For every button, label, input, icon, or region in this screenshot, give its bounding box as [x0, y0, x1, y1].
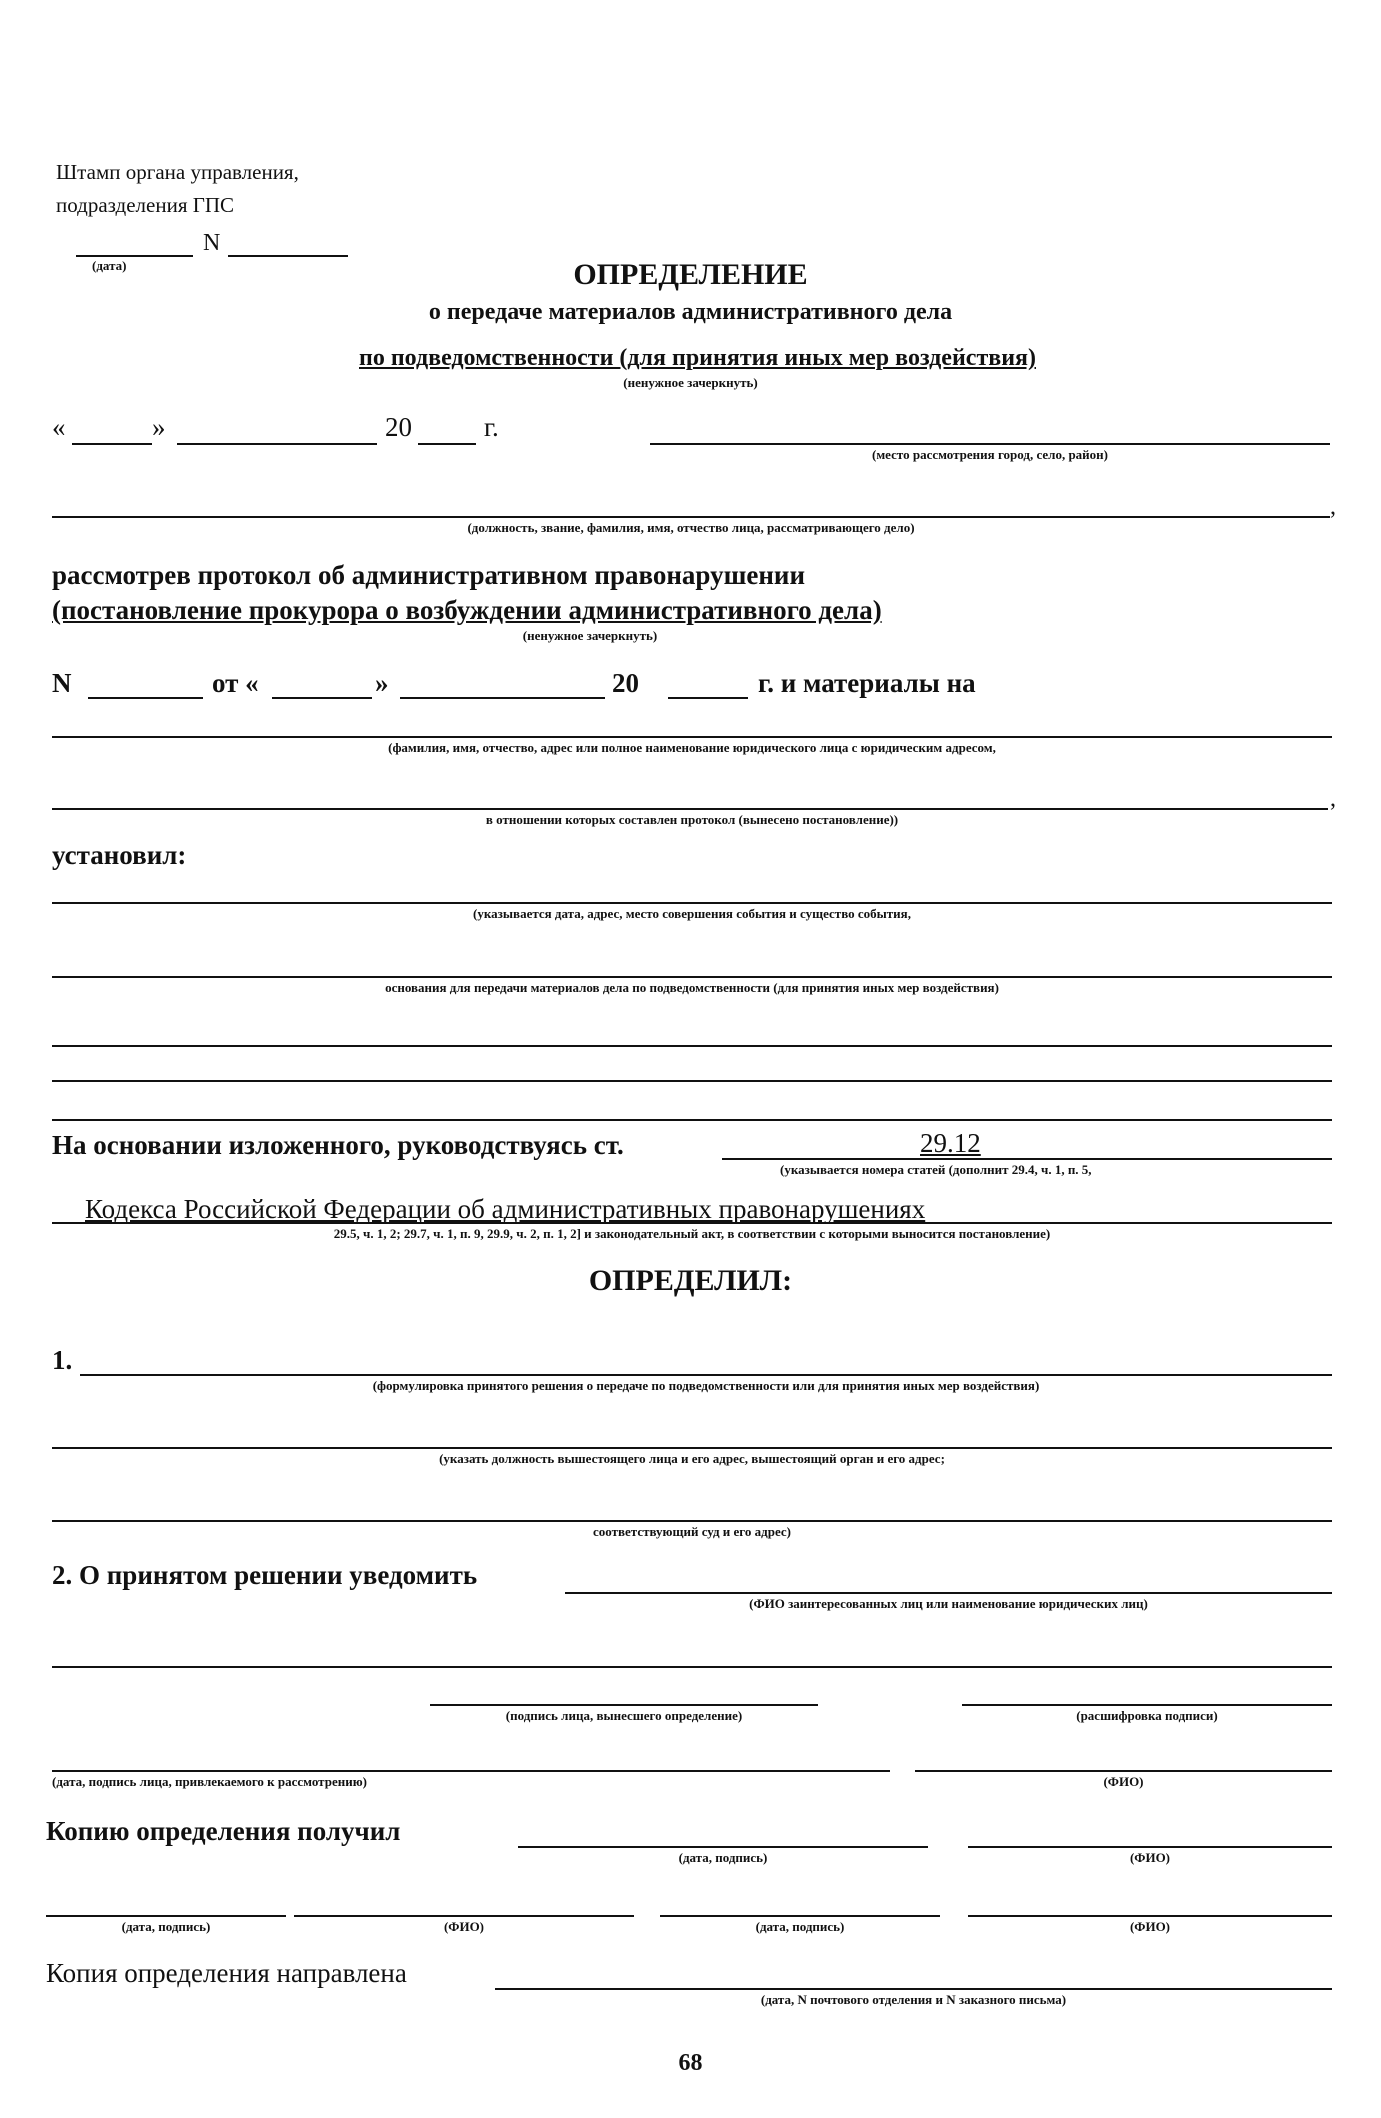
number-month-line[interactable] [400, 697, 605, 699]
bottom-date-caption-2: (дата, подпись) [755, 1919, 845, 1934]
stamp-line-1: Штамп органа управления, [56, 160, 299, 184]
stamp-date-caption: (дата) [92, 258, 127, 273]
document-subtitle-2: по подведомственности (для принятия иных мер воздействия) [359, 345, 1036, 371]
number-line[interactable] [88, 697, 203, 699]
place-line[interactable] [650, 443, 1330, 445]
persons-caption-2: в отношении которых составлен протокол (вынесено постановление)) [485, 812, 899, 827]
decided-title: ОПРЕДЕЛИЛ: [588, 1264, 793, 1297]
person-fio-line[interactable] [915, 1770, 1332, 1772]
established-line-5[interactable] [52, 1119, 1332, 1121]
decided-item-2-line[interactable] [565, 1592, 1332, 1594]
copy-received-fio-line[interactable] [968, 1846, 1332, 1848]
document-subtitle: о передаче материалов административного дела [428, 299, 953, 325]
date-close-quote: » [152, 412, 166, 442]
number-day-line[interactable] [272, 697, 372, 699]
date-day-line[interactable] [72, 443, 152, 445]
person-sign-caption: (дата, подпись лица, привлекаемого к рассмотрению) [52, 1774, 367, 1789]
bottom-date-line-1[interactable] [46, 1915, 286, 1917]
person-sign-line[interactable] [52, 1770, 890, 1772]
number-year-line[interactable] [668, 697, 748, 699]
date-month-line[interactable] [177, 443, 377, 445]
person-fio-caption: (ФИО) [1103, 1774, 1144, 1789]
number-year-prefix: 20 [612, 668, 639, 698]
date-open-quote: « [52, 412, 66, 442]
bottom-date-line-2[interactable] [660, 1915, 940, 1917]
copy-sent-line[interactable] [495, 1988, 1332, 1990]
considered-line-2: (постановление прокурора о возбуждении административного дела) [52, 595, 882, 625]
copy-received-label: Копию определения получил [46, 1816, 401, 1846]
decided-item-2: 2. О принятом решении уведомить [52, 1560, 478, 1590]
stamp-number-line[interactable] [228, 255, 348, 257]
basis-caption-2: 29.5, ч. 1, 2; 29.7, ч. 1, п. 9, 29.9, ч. 2, п. 1, 2] и законодательный акт, в соответствии с которыми выносится постановление) [333, 1226, 1051, 1241]
signature-caption: (подпись лица, вынесшего определение) [505, 1708, 743, 1723]
stamp-date-line[interactable] [76, 255, 193, 257]
decided-item-1-line-2[interactable] [52, 1447, 1332, 1449]
bottom-fio-line-2[interactable] [968, 1915, 1332, 1917]
considered-line-1: рассмотрев протокол об административном правонарушении [52, 560, 806, 590]
decided-item-1-caption-3: соответствующий суд и его адрес) [593, 1524, 791, 1539]
page-number: 68 [678, 2050, 703, 2076]
established-line-2[interactable] [52, 976, 1332, 978]
date-year-prefix: 20 [385, 412, 412, 442]
signature-decode-caption: (расшифровка подписи) [1076, 1708, 1218, 1723]
bottom-fio-caption-1: (ФИО) [443, 1919, 485, 1934]
basis-article-line[interactable] [722, 1158, 1332, 1160]
decided-item-1-line-3[interactable] [52, 1520, 1332, 1522]
document-title: ОПРЕДЕЛЕНИЕ [573, 258, 808, 291]
copy-received-date-caption: (дата, подпись) [678, 1850, 768, 1865]
subtitle-2-caption: (ненужное зачеркнуть) [623, 375, 758, 390]
persons-line-2[interactable] [52, 808, 1328, 810]
decided-item-1-caption-2: (указать должность вышестоящего лица и его адрес, вышестоящий орган и его адрес; [439, 1451, 945, 1466]
copy-received-fio-caption: (ФИО) [1129, 1850, 1171, 1865]
place-caption: (место рассмотрения город, село, район) [872, 447, 1108, 462]
copy-sent-label: Копия определения направлена [46, 1958, 407, 1988]
number-tail: г. и материалы на [758, 668, 976, 698]
stamp-n-label: N [203, 230, 221, 256]
established-caption-1: (указывается дата, адрес, место совершения события и существо события, [473, 906, 911, 921]
bottom-date-caption-1: (дата, подпись) [121, 1919, 211, 1934]
established-caption-2: основания для передачи материалов дела по подведомственности (для принятия иных мер воздействия) [385, 980, 999, 995]
official-line[interactable] [52, 516, 1330, 518]
established-line-1[interactable] [52, 902, 1332, 904]
signature-decode-line[interactable] [962, 1704, 1332, 1706]
copy-sent-caption: (дата, N почтового отделения и N заказного письма) [760, 1992, 1067, 2007]
decided-item-1-number: 1. [52, 1345, 73, 1375]
considered-caption: (ненужное зачеркнуть) [522, 628, 658, 643]
date-year-line[interactable] [418, 443, 476, 445]
decided-item-1-caption-1: (формулировка принятого решения о передаче по подведомственности или для принятия иных мер воздействия) [372, 1378, 1040, 1393]
bottom-fio-line-1[interactable] [294, 1915, 634, 1917]
basis-article: 29.12 [920, 1128, 981, 1158]
copy-received-date-line[interactable] [518, 1846, 928, 1848]
decided-item-1-line[interactable] [80, 1374, 1332, 1376]
decided-item-2-caption: (ФИО заинтересованных лиц или наименование юридических лиц) [749, 1596, 1148, 1611]
official-caption: (должность, звание, фамилия, имя, отчество лица, рассматривающего дело) [467, 520, 915, 535]
persons-line-1[interactable] [52, 736, 1332, 738]
notify-line-2[interactable] [52, 1666, 1332, 1668]
number-close-quote: » [375, 668, 389, 698]
number-from: от « [212, 668, 259, 698]
stamp-line-2: подразделения ГПС [56, 193, 235, 217]
number-n-label: N [52, 668, 72, 698]
basis-code-name: Кодекса Российской Федерации об административных правонарушениях [85, 1194, 926, 1224]
persons-comma: , [1330, 786, 1336, 812]
basis-caption-1: (указывается номера статей (дополнит 29.4, ч. 1, п. 5, [780, 1162, 1092, 1177]
bottom-fio-caption-2: (ФИО) [1129, 1919, 1171, 1934]
signature-line[interactable] [430, 1704, 818, 1706]
persons-caption-1: (фамилия, имя, отчество, адрес или полное наименование юридического лица с юридическим адресом, [388, 740, 996, 755]
basis-label: На основании изложенного, руководствуясь ст. [52, 1130, 624, 1160]
established-line-4[interactable] [52, 1080, 1332, 1082]
date-year-suffix: г. [484, 412, 499, 442]
official-comma: , [1330, 494, 1336, 520]
established-label: установил: [52, 840, 187, 870]
established-line-3[interactable] [52, 1045, 1332, 1047]
